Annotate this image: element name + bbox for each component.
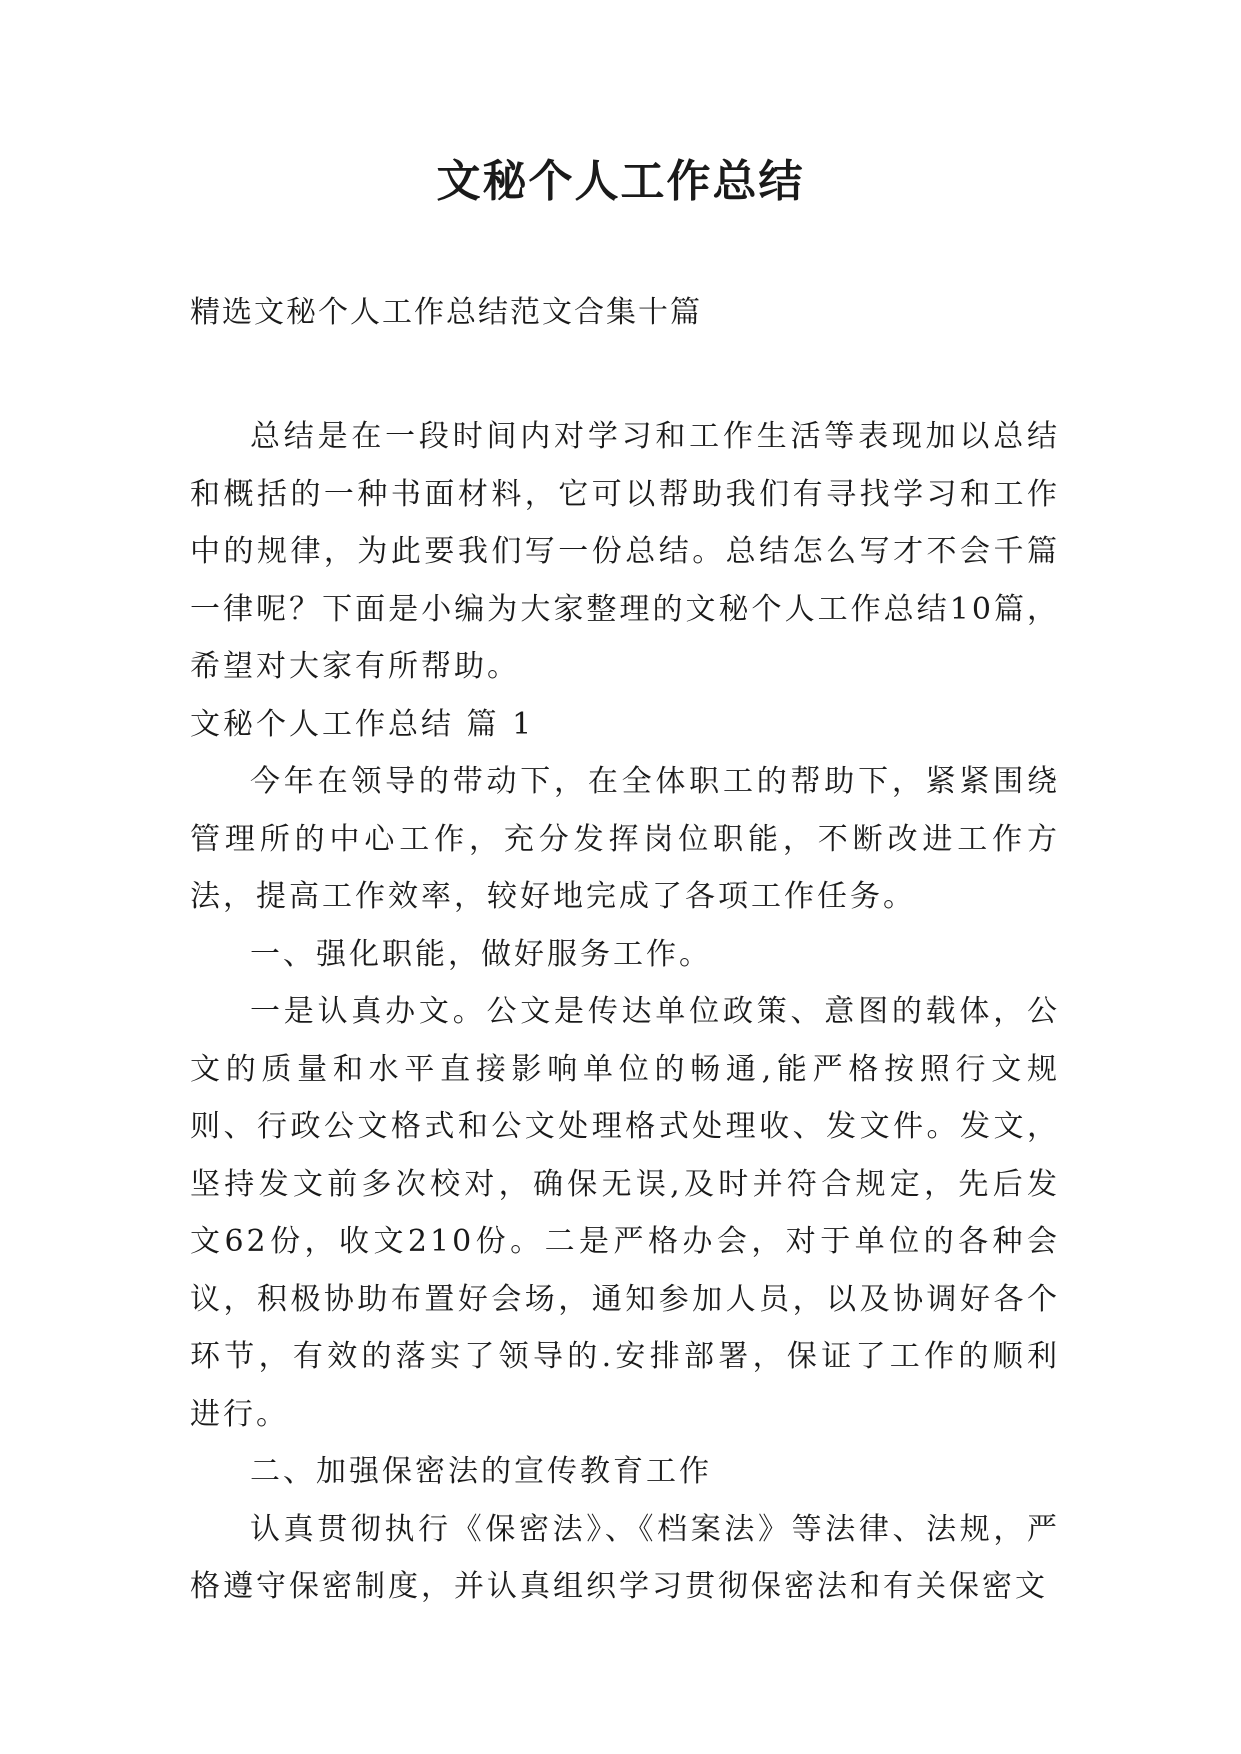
document-subtitle: 精选文秘个人工作总结范文合集十篇 — [190, 295, 702, 330]
subheading-paragraph: 一、强化职能，做好服务工作。 — [250, 936, 712, 972]
document-body — [190, 408, 1060, 1616]
subheading-paragraph: 二、加强保密法的宣传教育工作 — [250, 1454, 712, 1489]
body-paragraph: 今年在领导的带动下，在全体职工的帮助下，紧紧围绕管理所的中心工作，充分发挥岗位职能，不断改进工作方法，提高工作效率，较好地完成了各项工作任务。 — [190, 764, 1060, 914]
section-heading: 文秘个人工作总结 篇 1 — [190, 706, 535, 742]
intro-paragraph: 总结是在一段时间内对学习和工作生活等表现加以总结和概括的一种书面材料，它可以帮助我们有寻找学习和工作中的规律，为此要我们写一份总结。总结怎么写才不会千篇一律呢？下面是小编为大家整理的文秘个人工作总结10篇，希望对大家有所帮助。 — [190, 419, 1060, 684]
document-title: 文秘个人工作总结 — [436, 156, 805, 207]
body-paragraph: 一是认真办文。公文是传达单位政策、意图的载体，公文的质量和水平直接影响单位的畅通,能严格按照行文规则、行政公文格式和公文处理格式处理收、发文件。发文，坚持发文前多次校对，确保无误,及时并符合规定，先后发文62份，收文210份。二是严格办会，对于单位的各种会议，积极协助布置好会场，通知参加人员，以及协调好各个环节，有效的落实了领导的.安排部署，保证了工作的顺利进行。 — [190, 994, 1060, 1432]
body-paragraph: 认真贯彻执行《保密法》、《档案法》等法律、法规，严格遵守保密制度，并认真组织学习贯彻保密法和有关保密文 — [190, 1511, 1060, 1604]
